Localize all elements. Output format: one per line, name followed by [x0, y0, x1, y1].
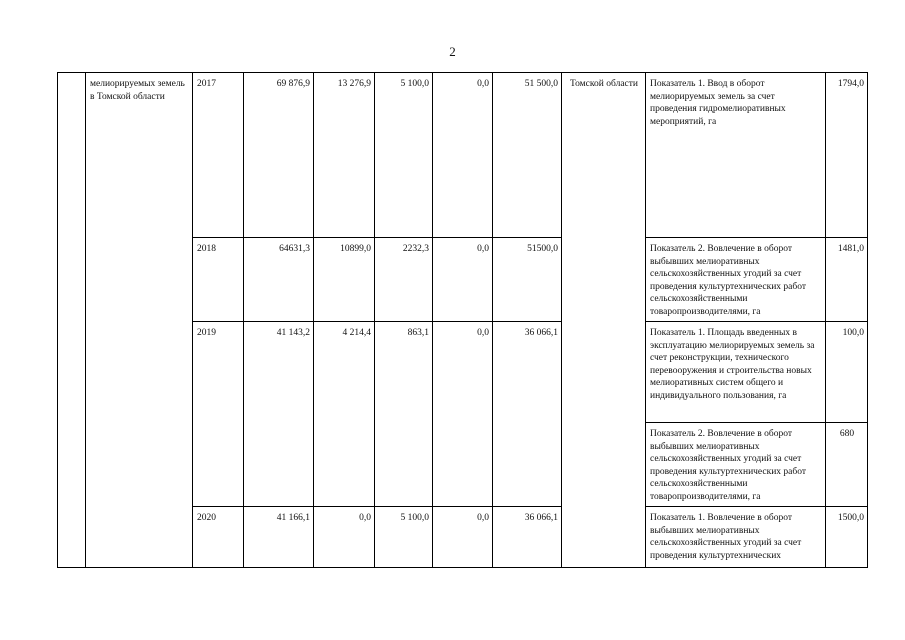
regional-budget-cell: 5 100,0: [375, 507, 433, 568]
regional-budget-cell: 863,1: [375, 322, 433, 507]
regional-budget-cell: 5 100,0: [375, 73, 433, 238]
total-cell: 41 143,2: [244, 322, 314, 507]
federal-budget-cell: 0,0: [314, 507, 375, 568]
local-budget-cell: 0,0: [433, 322, 493, 507]
indicator-value: 680: [826, 423, 868, 507]
indicator-text: Показатель 1. Ввод в оборот мелиорируемых земель за счет проведения гидромелиоративных мероприятий, га: [646, 73, 826, 238]
indicator-value: 1481,0: [826, 238, 868, 322]
indicator-text: Показатель 2. Вовлечение в оборот выбывших мелиоративных сельскохозяйственных угодий за счет проведения культуртехнических работ сельскохозяйственными товаропроизводителями, га: [646, 423, 826, 507]
local-budget-cell: 0,0: [433, 73, 493, 238]
federal-budget-cell: 4 214,4: [314, 322, 375, 507]
page-number: 2: [449, 44, 456, 59]
year-cell: 2019: [193, 322, 244, 507]
other-sources-cell: 36 066,1: [493, 322, 562, 507]
other-sources-cell: 51 500,0: [493, 73, 562, 238]
index-cell: [58, 73, 86, 568]
year-cell: 2017: [193, 73, 244, 238]
other-sources-cell: 51500,0: [493, 238, 562, 322]
indicator-value: 1794,0: [826, 73, 868, 238]
indicator-value: 1500,0: [826, 507, 868, 568]
total-cell: 64631,3: [244, 238, 314, 322]
indicator-text: Показатель 1. Вовлечение в оборот выбывших мелиоративных сельскохозяйственных угодий за счет проведения культуртехнических: [646, 507, 826, 568]
indicator-value: 100,0: [826, 322, 868, 423]
total-cell: 41 166,1: [244, 507, 314, 568]
local-budget-cell: 0,0: [433, 507, 493, 568]
event-name-cell: мелиорируемых земель в Томской области: [86, 73, 193, 568]
federal-budget-cell: 13 276,9: [314, 73, 375, 238]
program-table: [57, 72, 868, 568]
local-budget-cell: 0,0: [433, 238, 493, 322]
regional-budget-cell: 2232,3: [375, 238, 433, 322]
indicator-text: Показатель 2. Вовлечение в оборот выбывших мелиоративных сельскохозяйственных угодий за счет проведения культуртехнических работ сельскохозяйственными товаропроизводителями, га: [646, 238, 826, 322]
executor-cell: Томской области: [562, 73, 646, 568]
indicator-text: Показатель 1. Площадь введенных в эксплуатацию мелиорируемых земель за счет реконструкции, технического перевооружения и строительства новых мелиоративных систем общего и индивидуального пользования, га: [646, 322, 826, 423]
table-row: [58, 73, 868, 238]
total-cell: 69 876,9: [244, 73, 314, 238]
other-sources-cell: 36 066,1: [493, 507, 562, 568]
federal-budget-cell: 10899,0: [314, 238, 375, 322]
year-cell: 2020: [193, 507, 244, 568]
year-cell: 2018: [193, 238, 244, 322]
